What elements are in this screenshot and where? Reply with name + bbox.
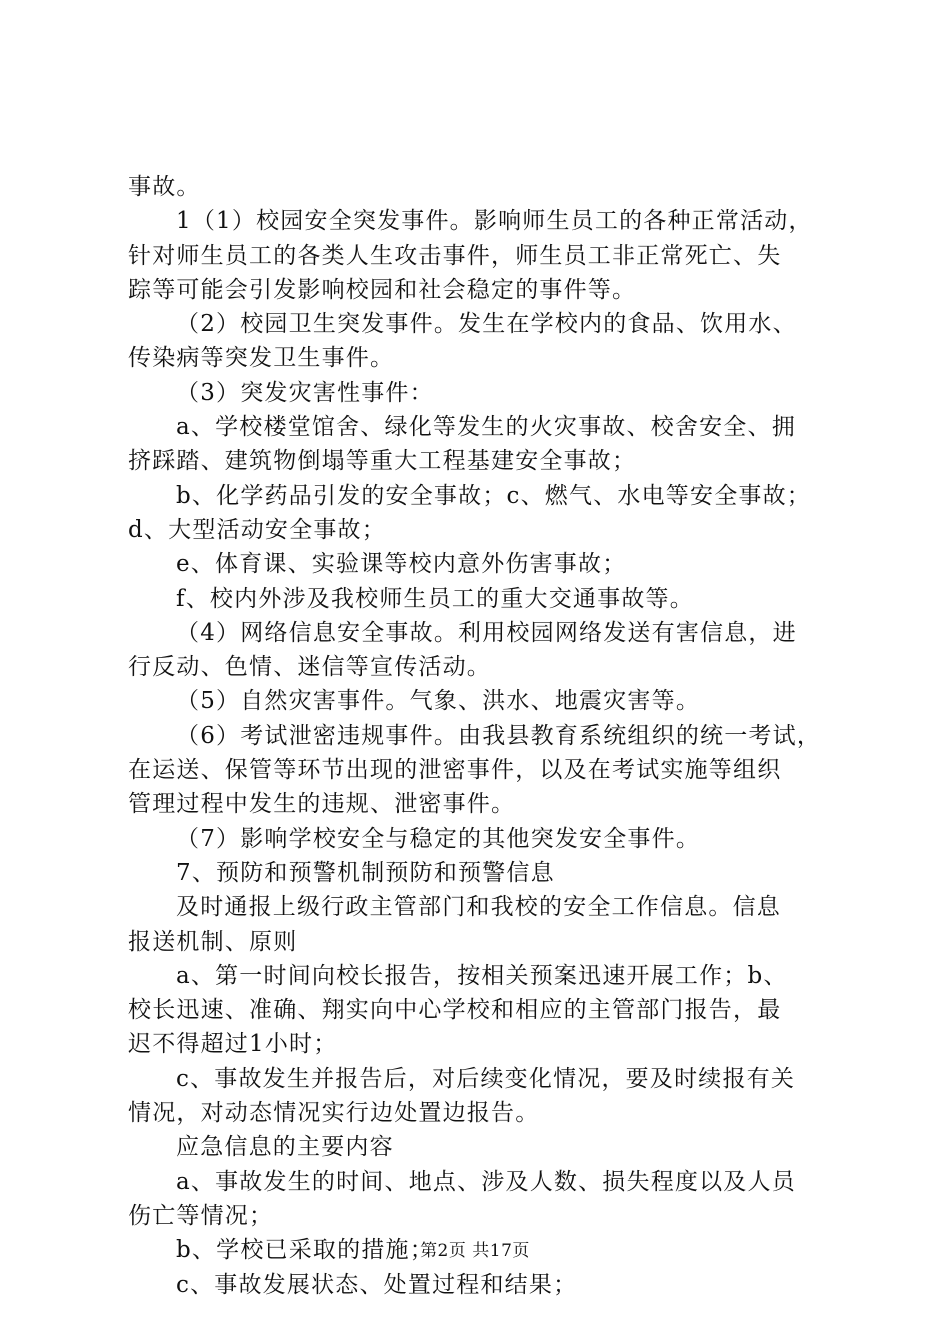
text-line: （6）考试泄密违规事件。由我县教育系统组织的统一考试，: [176, 722, 822, 749]
text-line: 7、预防和预警机制预防和预警信息: [176, 859, 555, 886]
text-line: （5）自然灾害事件。气象、洪水、地震灾害等。: [176, 688, 701, 715]
text-line: 校长迅速、准确、翔实向中心学校和相应的主管部门报告，最: [128, 997, 782, 1024]
text-line: 踪等可能会引发影响校园和社会稳定的事件等。: [128, 276, 637, 303]
text-line: 伤亡等情况；: [128, 1202, 274, 1229]
document-body: [128, 170, 848, 1302]
text-line: 在运送、保管等环节出现的泄密事件，以及在考试实施等组织: [128, 757, 782, 784]
text-line: e、体育课、实验课等校内意外伤害事故；: [176, 551, 627, 578]
text-line: c、事故发展状态、处置过程和结果；: [176, 1271, 578, 1298]
text-line: a、事故发生的时间、地点、涉及人数、损失程度以及人员: [176, 1168, 796, 1195]
text-line: a、第一时间向校长报告，按相关预案迅速开展工作；b、: [176, 962, 788, 989]
text-line: 1（1）校园安全突发事件。影响师生员工的各种正常活动，: [176, 208, 813, 235]
text-line: 应急信息的主要内容: [176, 1134, 394, 1161]
text-line: （4）网络信息安全事故。利用校园网络发送有害信息，进: [176, 619, 797, 646]
text-line: 报送机制、原则: [128, 928, 298, 955]
text-line: 挤踩踏、建筑物倒塌等重大工程基建安全事故；: [128, 448, 637, 475]
text-line: （3）突发灾害性事件：: [176, 379, 434, 406]
text-line: 传染病等突发卫生事件。: [128, 345, 395, 372]
text-line: b、化学药品引发的安全事故；c、燃气、水电等安全事故；: [176, 482, 812, 509]
text-line: 及时通报上级行政主管部门和我校的安全工作信息。信息: [176, 894, 781, 921]
text-line: a、学校楼堂馆舍、绿化等发生的火灾事故、校舍安全、拥: [176, 414, 796, 441]
text-line: b、学校已采取的措施；: [176, 1237, 434, 1264]
text-line: （7）影响学校安全与稳定的其他突发安全事件。: [176, 825, 701, 852]
text-line: 迟不得超过1小时；: [128, 1031, 338, 1058]
text-line: 针对师生员工的各类人生攻击事件，师生员工非正常死亡、失: [128, 242, 782, 269]
text-line: 情况，对动态情况实行边处置边报告。: [128, 1100, 540, 1127]
text-line: （2）校园卫生突发事件。发生在学校内的食品、饮用水、: [176, 311, 797, 338]
page-footer: 第2页 共17页: [420, 1241, 530, 1261]
text-line: f、校内外涉及我校师生员工的重大交通事故等。: [176, 585, 694, 612]
text-line: d、大型活动安全事故；: [128, 516, 386, 543]
text-line: c、事故发生并报告后，对后续变化情况，要及时续报有关: [176, 1065, 796, 1092]
text-line: 事故。: [128, 174, 201, 200]
text-line: 管理过程中发生的违规、泄密事件。: [128, 791, 516, 818]
text-line: 行反动、色情、迷信等宣传活动。: [128, 654, 491, 681]
